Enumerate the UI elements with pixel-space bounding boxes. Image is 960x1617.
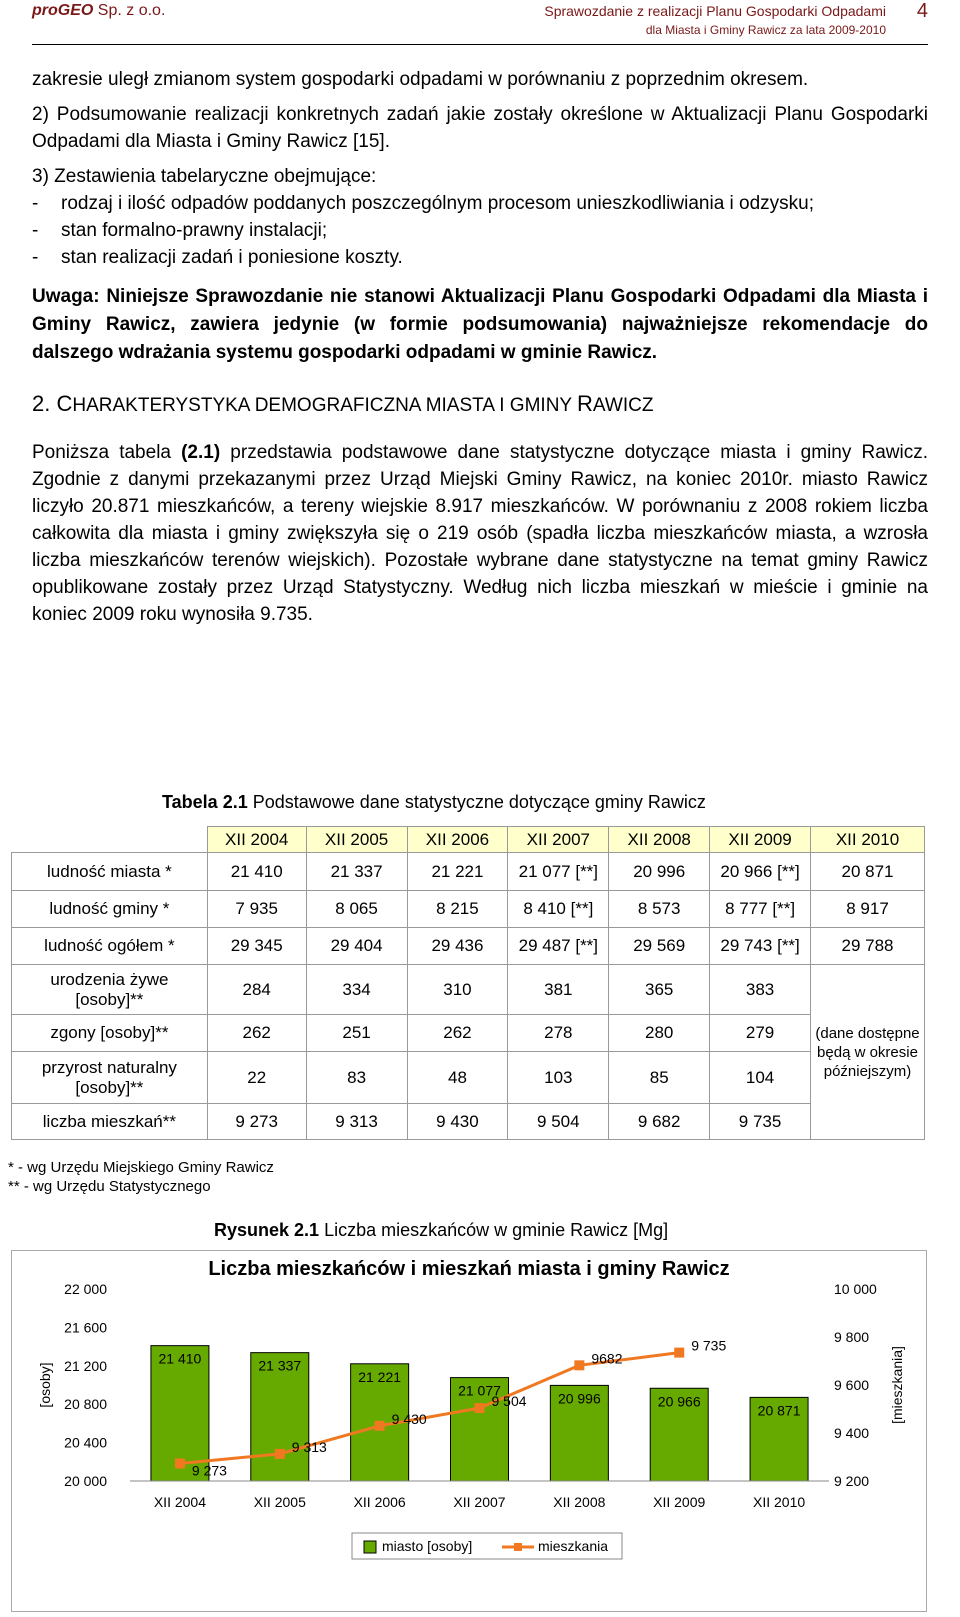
y-tick-label: 22 000 <box>64 1281 107 1297</box>
document-title-line1: Sprawozdanie z realizacji Planu Gospodarki Odpadami <box>544 3 886 19</box>
table-cell: 8 573 <box>609 891 710 928</box>
list-item <box>32 190 928 217</box>
table-cell: 9 504 <box>508 1104 609 1140</box>
table-cell: 9 273 <box>207 1104 306 1140</box>
paragraph-3: 3) Zestawienia tabelaryczne obejmujące: <box>32 166 377 187</box>
table-cell: 279 <box>710 1015 811 1052</box>
intro-text: Poniższa tabela <box>32 442 182 463</box>
bar-data-label: 21 077 <box>458 1382 501 1399</box>
document-title <box>544 2 886 40</box>
list-dash: - <box>32 193 39 214</box>
intro-text: przedstawia podstawowe dane statystyczne dotyczące miasta i gminy Rawicz. Zgodnie z danymi przekazanymi przez Urząd Miejski Gminy Rawicz, na koniec 2010r. miasto Rawicz liczyło 20.871 mieszkańców, a tereny wiejskie 8.917 mieszkańców. W porównaniu z 2008 rokiem liczba całkowita dla miasta i gminy zwiększyła się o 219 osób (spadła liczba mieszkańców miasta, a wzrosła liczba mieszkańców terenów wiejskich). Pozostałe wybrane dane statystyczne na temat gminy Rawicz opublikowane zostały przez Urząd Statystyczny. Według nich liczba mieszkań w mieście i gminie na koniec 2009 roku wynosiła 9.735. <box>32 442 928 625</box>
table-cell: 9 682 <box>609 1104 710 1140</box>
table-caption-number: Tabela 2.1 <box>162 792 248 812</box>
table-reference: (2.1) <box>181 442 221 463</box>
table-header-cell: XII 2008 <box>609 827 710 853</box>
footnote: ** - wg Urzędu Statystycznego <box>8 1178 211 1195</box>
table-cell: 9 313 <box>306 1104 407 1140</box>
table-cell: 22 <box>207 1052 306 1104</box>
table-header-cell: XII 2010 <box>811 827 925 853</box>
legend-label-miasto: miasto [osoby] <box>382 1538 473 1554</box>
table-header-cell: XII 2004 <box>207 827 306 853</box>
table-cell: 8 065 <box>306 891 407 928</box>
table-cell: 365 <box>609 965 710 1015</box>
table-cell: 48 <box>407 1052 508 1104</box>
x-tick-label: XII 2010 <box>752 1494 806 1510</box>
y-tick-label: 20 000 <box>64 1473 107 1489</box>
company-name-rest: Sp. z o.o. <box>93 2 166 19</box>
table-row <box>12 965 925 1015</box>
line-data-label: 9 504 <box>491 1393 527 1410</box>
table-cell: 310 <box>407 965 508 1015</box>
row-label: ludność gminy * <box>12 891 208 928</box>
company-name-italic: proGEO <box>32 2 94 19</box>
table-cell: 20 966 [**] <box>710 853 811 891</box>
y2-tick-label: 9 400 <box>834 1425 870 1441</box>
table-row <box>12 1052 925 1104</box>
intro-paragraph <box>32 439 928 628</box>
table-cell: 29 743 [**] <box>710 928 811 965</box>
line-marker <box>175 1458 185 1468</box>
y2-tick-label: 10 000 <box>834 1281 877 1297</box>
paragraph-1: zakresie uległ zmianom system gospodarki odpadami w porównaniu z poprzednim okresem. <box>32 69 809 90</box>
y2-axis-label: [mieszkania] <box>889 1346 905 1424</box>
document-body <box>32 66 928 628</box>
table-cell: 29 345 <box>207 928 306 965</box>
table-cell: 9 735 <box>710 1104 811 1140</box>
table-header-cell: XII 2007 <box>508 827 609 853</box>
table-corner <box>12 827 208 853</box>
row-label: liczba mieszkań** <box>12 1104 208 1140</box>
table-cell: 21 221 <box>407 853 508 891</box>
y2-tick-label: 9 200 <box>834 1473 870 1489</box>
population-chart <box>11 1250 927 1612</box>
table-row <box>12 1104 925 1140</box>
list-item <box>32 244 928 271</box>
list-dash: - <box>32 220 39 241</box>
table-cell: 29 436 <box>407 928 508 965</box>
header-divider <box>32 44 928 45</box>
row-label: przyrost naturalny [osoby]** <box>12 1052 208 1104</box>
section-text: AWICZ <box>592 395 654 416</box>
line-data-label: 9682 <box>591 1350 623 1367</box>
legend-swatch-miasto <box>364 1541 376 1553</box>
line-marker <box>375 1421 385 1431</box>
table-cell: 8 410 [**] <box>508 891 609 928</box>
bar-data-label: 20 996 <box>557 1390 601 1407</box>
footnote: * - wg Urzędu Miejskiego Gminy Rawicz <box>8 1159 274 1176</box>
x-tick-label: XII 2007 <box>453 1494 506 1510</box>
line-data-label: 9 273 <box>191 1462 227 1479</box>
chart-svg <box>12 1251 926 1611</box>
table-cell: 7 935 <box>207 891 306 928</box>
bar-data-label: 20 966 <box>657 1393 701 1410</box>
page-header <box>32 0 928 46</box>
table-cell: 21 077 [**] <box>508 853 609 891</box>
legend-marker-mieszkania <box>514 1543 522 1551</box>
table-cell: 280 <box>609 1015 710 1052</box>
table-cell: 21 410 <box>207 853 306 891</box>
row-label: zgony [osoby]** <box>12 1015 208 1052</box>
table-cell: 29 788 <box>811 928 925 965</box>
table-cell: 383 <box>710 965 811 1015</box>
list-item-text: stan formalno-prawny instalacji; <box>61 220 328 241</box>
table-cell: 20 871 <box>811 853 925 891</box>
table-cell: 8 777 [**] <box>710 891 811 928</box>
table-cell: 20 996 <box>609 853 710 891</box>
table-cell: 8 917 <box>811 891 925 928</box>
paragraph-2: 2) Podsumowanie realizacji konkretnych zadań jakie zostały określone w Aktualizacji Planu Gospodarki Odpadami dla Miasta i Gminy Rawicz [15]. <box>32 104 928 152</box>
pending-data-note: (dane dostępne będą w okresie późniejszym) <box>811 965 925 1140</box>
section-cap: C <box>56 391 73 416</box>
page-number: 4 <box>916 0 928 22</box>
section-number: 2. <box>32 391 51 416</box>
list-item <box>32 217 928 244</box>
note-paragraph: Uwaga: Niniejsze Sprawozdanie nie stanowi Aktualizacji Planu Gospodarki Odpadami dla Miasta i Gminy Rawicz, zawiera jedynie (w formie podsumowania) najważniejsze rekomendacje do dalszego wdrażania systemu gospodarki odpadami w gminie Rawicz. <box>32 286 928 363</box>
table-cell: 21 337 <box>306 853 407 891</box>
table-cell: 262 <box>407 1015 508 1052</box>
legend-label-mieszkania: mieszkania <box>538 1538 609 1554</box>
row-label: urodzenia żywe [osoby]** <box>12 965 208 1015</box>
table-header-cell: XII 2006 <box>407 827 508 853</box>
list-item-text: rodzaj i ilość odpadów poddanych poszczególnym procesom unieszkodliwiania i odzysku; <box>61 193 815 214</box>
table-cell: 334 <box>306 965 407 1015</box>
line-marker <box>275 1449 285 1459</box>
table-cell: 251 <box>306 1015 407 1052</box>
bar-data-label: 21 221 <box>358 1368 402 1385</box>
table-row <box>12 891 925 928</box>
figure-caption-number: Rysunek 2.1 <box>214 1220 320 1240</box>
row-label: ludność ogółem * <box>12 928 208 965</box>
row-label: ludność miasta * <box>12 853 208 891</box>
table-cell: 9 430 <box>407 1104 508 1140</box>
line-marker <box>475 1403 485 1413</box>
stats-table <box>11 826 925 1140</box>
y-tick-label: 21 200 <box>64 1357 107 1374</box>
table-cell: 262 <box>207 1015 306 1052</box>
table-cell: 85 <box>609 1052 710 1104</box>
table-cell: 29 569 <box>609 928 710 965</box>
table-cell: 83 <box>306 1052 407 1104</box>
section-cap: R <box>577 391 593 416</box>
table-cell: 381 <box>508 965 609 1015</box>
table-header-cell: XII 2009 <box>710 827 811 853</box>
table-row <box>12 1015 925 1052</box>
line-marker <box>674 1348 684 1358</box>
y-tick-label: 20 800 <box>64 1396 107 1413</box>
table-cell: 103 <box>508 1052 609 1104</box>
y-tick-label: 20 400 <box>64 1434 107 1451</box>
line-data-label: 9 313 <box>291 1438 327 1455</box>
table-header-cell: XII 2005 <box>306 827 407 853</box>
x-tick-label: XII 2005 <box>253 1494 306 1510</box>
table-caption <box>162 792 706 813</box>
y2-tick-label: 9 800 <box>834 1329 870 1345</box>
bar-data-label: 21 337 <box>258 1357 302 1374</box>
table-cell: 104 <box>710 1052 811 1104</box>
figure-caption <box>214 1220 668 1241</box>
x-tick-label: XII 2006 <box>353 1494 406 1510</box>
table-header-row <box>12 827 925 853</box>
x-tick-label: XII 2004 <box>153 1494 207 1510</box>
figure-caption-text: Liczba mieszkańców w gminie Rawicz [Mg] <box>319 1220 669 1240</box>
bar-data-label: 20 871 <box>757 1402 801 1419</box>
line-data-label: 9 735 <box>691 1337 727 1354</box>
bar-data-label: 21 410 <box>158 1350 202 1367</box>
table-cell: 29 487 [**] <box>508 928 609 965</box>
table-row <box>12 928 925 965</box>
line-marker <box>574 1360 584 1370</box>
section-heading <box>32 389 928 421</box>
list-dash: - <box>32 247 39 268</box>
y-tick-label: 21 600 <box>64 1319 107 1336</box>
line-data-label: 9 430 <box>391 1410 427 1427</box>
table-cell: 8 215 <box>407 891 508 928</box>
table-footnotes <box>8 1158 274 1196</box>
list-item-text: stan realizacji zadań i poniesione koszty. <box>61 247 403 268</box>
chart-title: Liczba mieszkańców i mieszkań miasta i gminy Rawicz <box>208 1258 730 1280</box>
section-text: HARAKTERYSTYKA DEMOGRAFICZNA MIASTA I GMINY <box>72 395 578 416</box>
document-title-line2: dla Miasta i Gminy Rawicz za lata 2009-2010 <box>645 23 886 37</box>
table-cell: 29 404 <box>306 928 407 965</box>
y2-tick-label: 9 600 <box>834 1377 870 1393</box>
company-name <box>32 2 165 20</box>
x-tick-label: XII 2009 <box>653 1494 706 1510</box>
x-tick-label: XII 2008 <box>553 1494 606 1510</box>
y-axis-label: [osoby] <box>37 1362 53 1408</box>
table-cell: 284 <box>207 965 306 1015</box>
table-caption-text: Podstawowe dane statystyczne dotyczące gminy Rawicz <box>247 792 706 812</box>
table-row <box>12 853 925 891</box>
table-cell: 278 <box>508 1015 609 1052</box>
